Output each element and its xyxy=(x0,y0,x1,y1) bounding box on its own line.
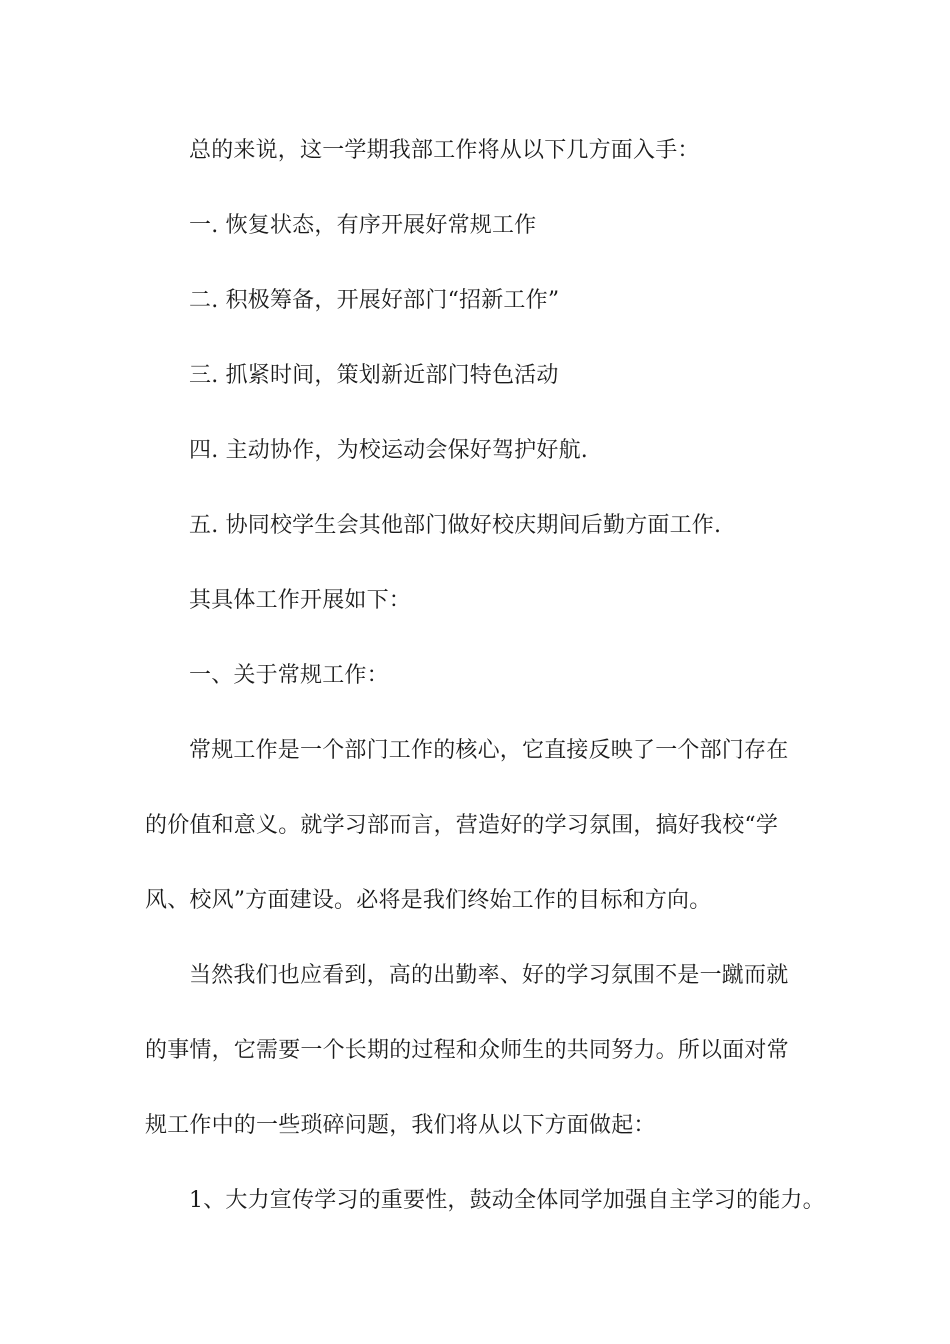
paragraph-routine-line-2: 的价值和意义。就学习部而言，营造好的学习氛围，搞好我校“学 xyxy=(145,813,779,838)
section-heading-routine-work: 一、关于常规工作： xyxy=(189,663,389,688)
list-item-promote-learning: 1、大力宣传学习的重要性，鼓动全体同学加强自主学习的能力。 xyxy=(189,1188,825,1213)
list-item-2: 二. 积极筹备，开展好部门“招新工作” xyxy=(189,288,560,313)
list-item-4: 四. 主动协作，为校运动会保好驾护好航. xyxy=(189,438,588,463)
paragraph-attendance-line-1: 当然我们也应看到，高的出勤率、好的学习氛围不是一蹴而就 xyxy=(189,963,789,988)
list-item-3: 三. 抓紧时间，策划新近部门特色活动 xyxy=(189,363,559,388)
paragraph-intro: 总的来说，这一学期我部工作将从以下几方面入手： xyxy=(189,138,700,163)
list-item-1: 一. 恢复状态，有序开展好常规工作 xyxy=(189,213,537,238)
paragraph-details-heading: 其具体工作开展如下： xyxy=(189,588,412,613)
paragraph-attendance-line-2: 的事情，它需要一个长期的过程和众师生的共同努力。所以面对常 xyxy=(145,1038,789,1063)
paragraph-routine-line-3: 风、校风”方面建设。必将是我们终始工作的目标和方向。 xyxy=(145,888,712,913)
paragraph-routine-line-1: 常规工作是一个部门工作的核心，它直接反映了一个部门存在 xyxy=(189,738,789,763)
paragraph-attendance-line-3: 规工作中的一些琐碎问题，我们将从以下方面做起： xyxy=(145,1113,656,1138)
list-item-5: 五. 协同校学生会其他部门做好校庆期间后勤方面工作. xyxy=(189,513,722,538)
